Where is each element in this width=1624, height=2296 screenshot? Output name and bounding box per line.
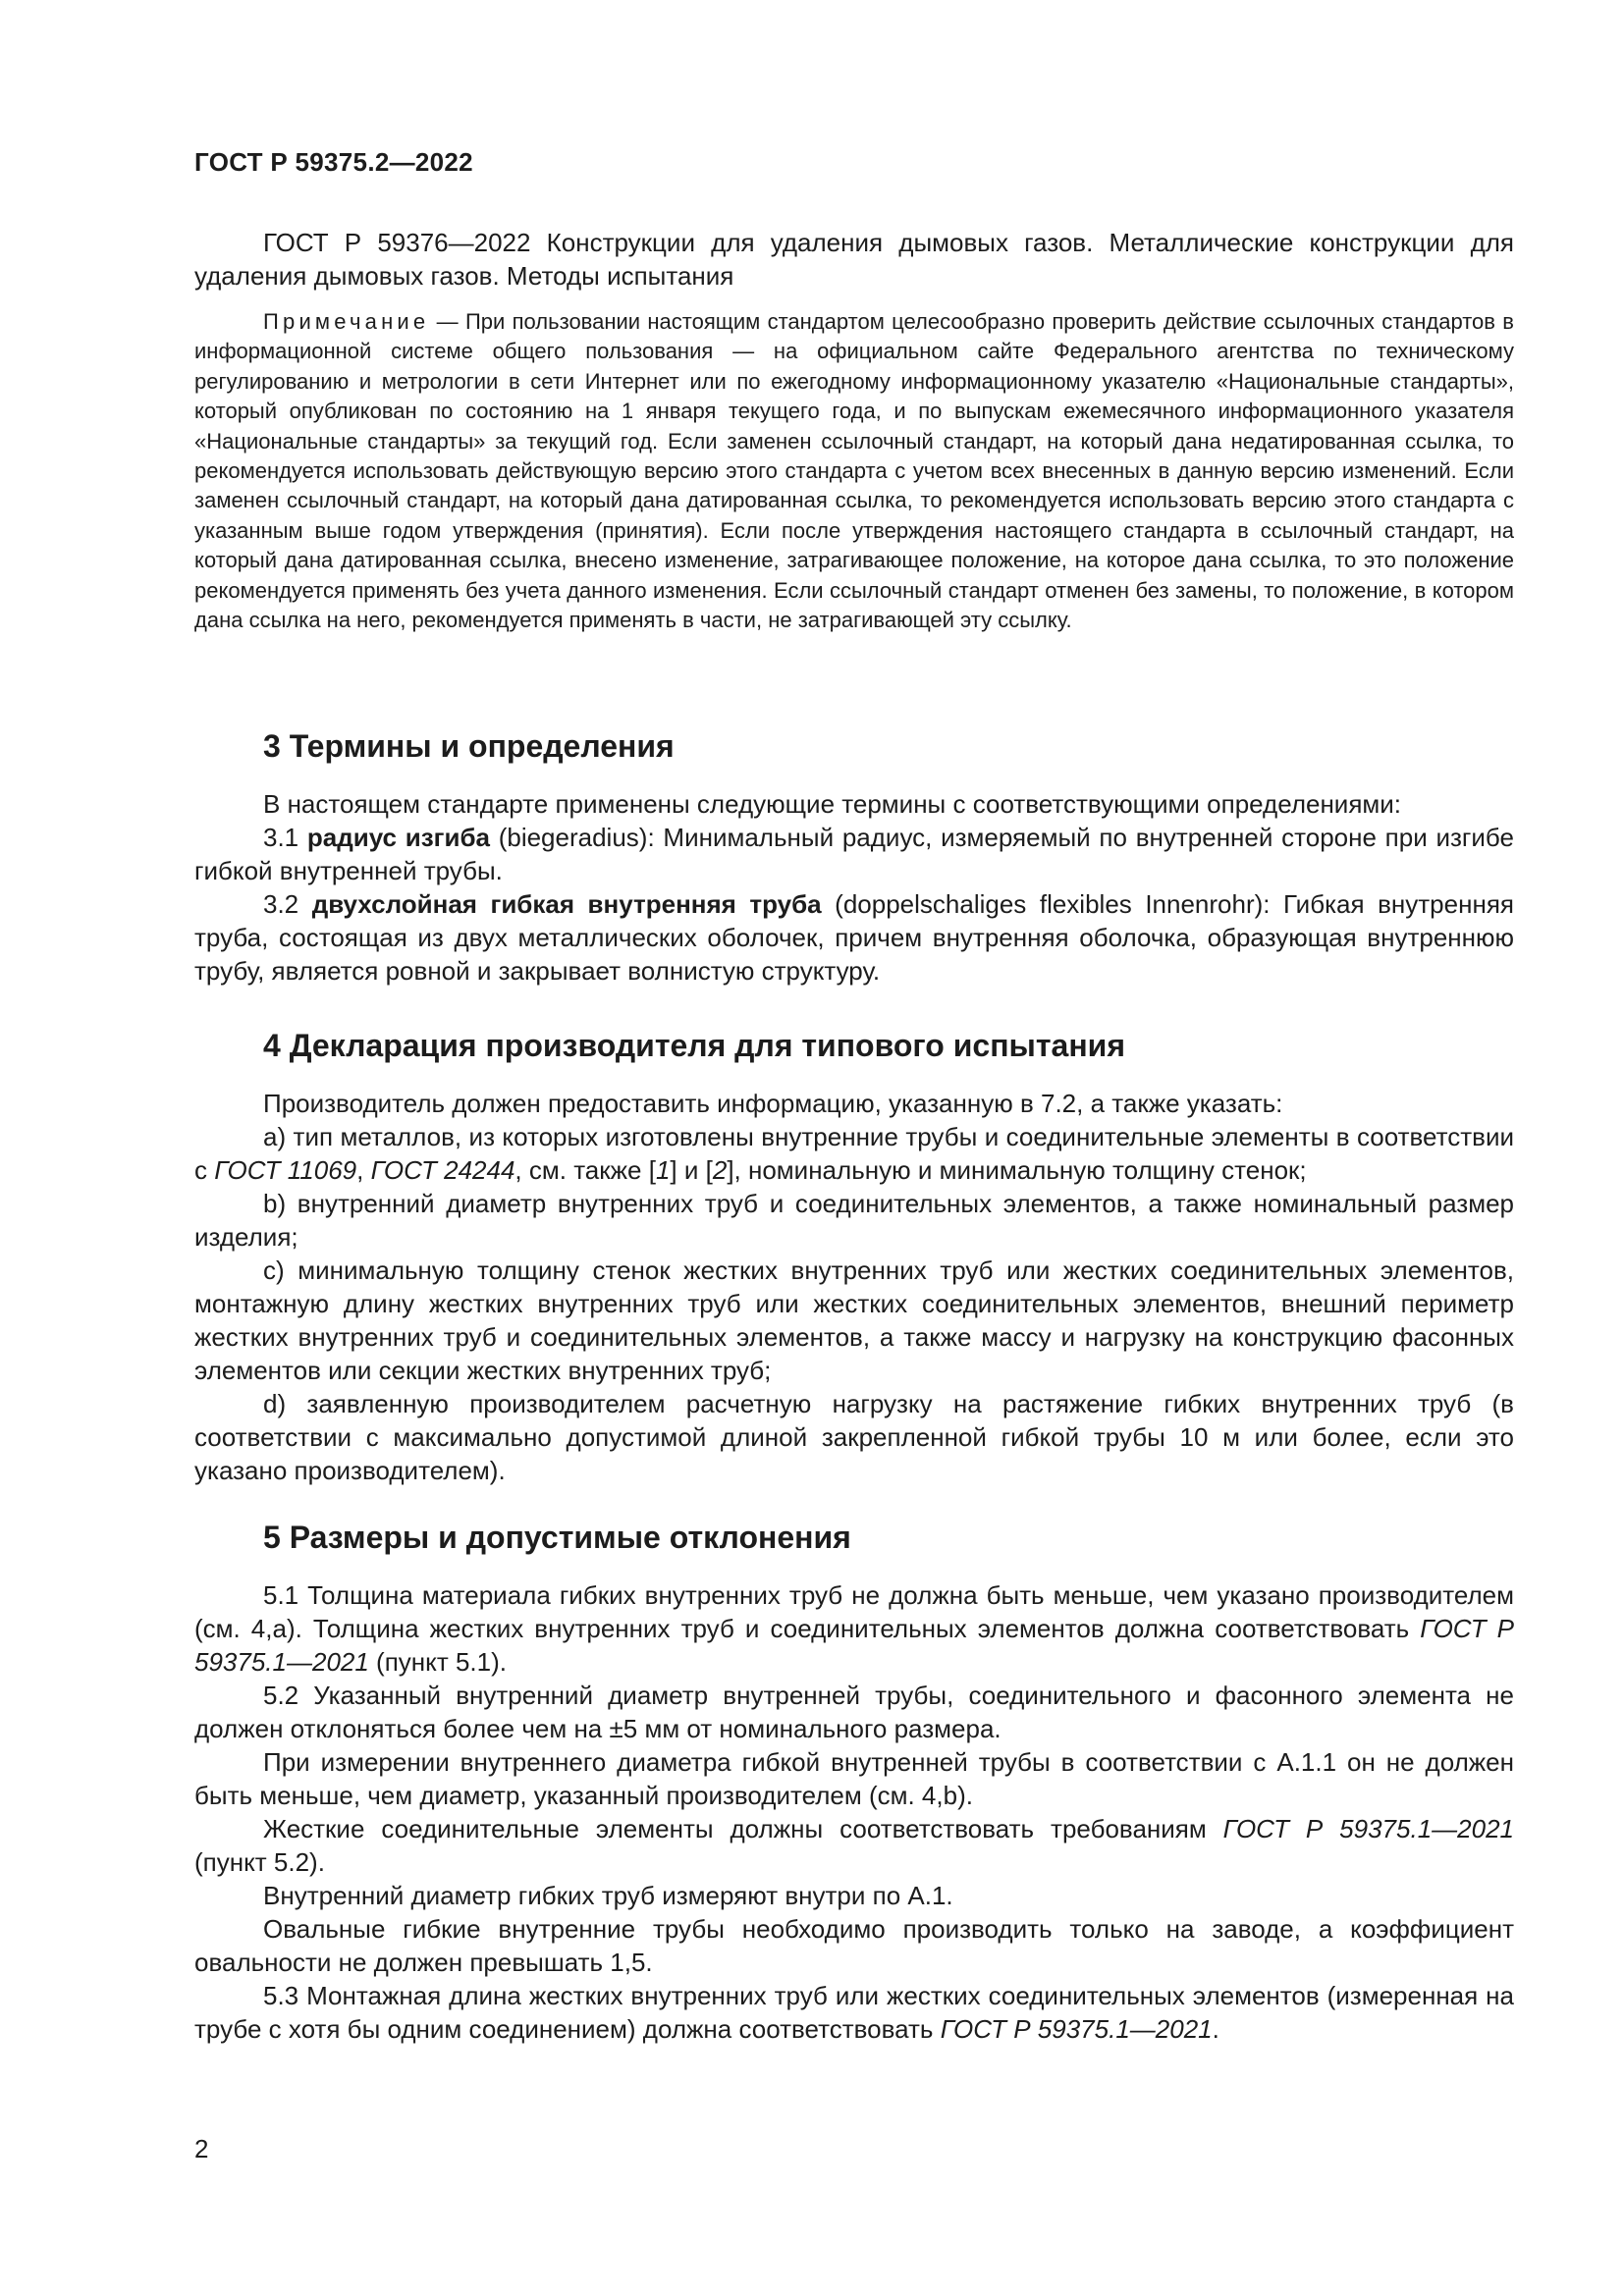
clause-5-2-text: (пункт 5.2). (194, 1847, 325, 1877)
clause-5-1-text: 5.1 Толщина материала гибких внутренних труб не должна быть меньше, чем указано производителем (см. 4,а). Толщина жестких внутренних труб и соединительных элементов должна соответствовать (194, 1580, 1514, 1643)
reference-text: ГОСТ Р 59376—2022 Конструкции для удаления дымовых газов. Металлические конструкции для удаления дымовых газов. Методы испытания (194, 228, 1514, 291)
section-5-body (194, 1578, 1514, 2046)
clause-5-3-text: 5.3 Монтажная длина жестких внутренних труб или жестких соединительных элементов (измеренная на трубе с хотя бы одним соединением) должна соответствовать (194, 1981, 1514, 2044)
list-item-a-text: , см. также [ (514, 1155, 656, 1185)
clause-5-3-text: . (1212, 2014, 1219, 2044)
term-3-1-definition: (biegeradius): Минимальный радиус, измеряемый по внутренней стороне при изгибе гибкой внутренней трубы. (194, 823, 1514, 885)
clause-5-2-paragraph: При измерении внутреннего диаметра гибкой внутренней трубы в соответствии с А.1.1 он не должен быть меньше, чем диаметр, указанный производителем (см. 4,b). (194, 1747, 1514, 1810)
bibliography-ref-2: 2 (712, 1155, 728, 1185)
list-item-d: d) заявленную производителем расчетную нагрузку на растяжение гибких внутренних труб (в соответствии с максимально допустимой длиной закрепленной гибкой трубы 10 м или более, если это указано производителем). (194, 1389, 1514, 1485)
term-3-2-term: двухслойная гибкая внутренняя труба (311, 889, 822, 919)
term-3-1 (194, 821, 1514, 887)
term-3-1-number: 3.1 (263, 823, 307, 852)
list-item-a-text: ] и [ (670, 1155, 713, 1185)
clause-5-3 (194, 1979, 1514, 2046)
bibliography-ref-1: 1 (655, 1155, 671, 1185)
gost-24244-ref: ГОСТ 24244 (370, 1155, 515, 1185)
section-4-body (194, 1087, 1514, 1487)
list-item-c: с) минимальную толщину стенок жестких внутренних труб или жестких соединительных элементов, монтажную длину жестких внутренних труб или жестких соединительных элементов, внешний периметр жестких внутренних труб и соединительных элементов, а также массу и нагрузку на конструкцию фасонных элементов или секции жестких внутренних труб; (194, 1255, 1514, 1385)
clause-5-2-paragraph: Овальные гибкие внутренние трубы необходимо производить только на заводе, а коэффициент овальности не должен превышать 1,5. (194, 1914, 1514, 1977)
reference-entry (194, 226, 1514, 293)
list-item-b: b) внутренний диаметр внутренних труб и соединительных элементов, а также номинальный размер изделия; (194, 1189, 1514, 1252)
section-4-intro: Производитель должен предоставить информацию, указанную в 7.2, а также указать: (263, 1089, 1283, 1118)
gost-59375-1-ref: ГОСТ Р 59375.1—2021 (940, 2014, 1213, 2044)
gost-59375-1-ref: ГОСТ Р 59375.1—2021 (1222, 1814, 1514, 1843)
term-3-2-number: 3.2 (263, 889, 312, 919)
term-3-2-definition: (doppelschaliges flexibles Innenrohr): Гибкая внутренняя труба, состоящая из двух металлических оболочек, причем внутренняя оболочка, образующая внутреннюю трубу, является ровной и закрывает волнистую структуру. (194, 889, 1514, 986)
note-label: Примечание (263, 309, 430, 334)
clause-5-2-paragraph (194, 1812, 1514, 1879)
clause-5-1 (194, 1578, 1514, 1679)
clause-5-2: 5.2 Указанный внутренний диаметр внутренней трубы, соединительного и фасонного элемента не должен отклоняться более чем на ±5 мм от номинального размера. (194, 1681, 1514, 1743)
section-3-intro: В настоящем стандарте применены следующие термины с соответствующими определениями: (263, 789, 1402, 819)
note-paragraph (194, 307, 1514, 635)
gost-59375-1-ref: ГОСТ Р 59375.1—2021 (194, 1614, 1514, 1677)
section-4-title: 4 Декларация производителя для типового испытания (263, 1028, 1125, 1063)
list-item-a (194, 1120, 1514, 1187)
clause-5-2-text: Жесткие соединительные элементы должны соответствовать требованиям (263, 1814, 1223, 1843)
clause-5-2-paragraph: Внутренний диаметр гибких труб измеряют внутри по А.1. (263, 1881, 953, 1910)
note-dash: — (429, 309, 465, 334)
section-3-title: 3 Термины и определения (263, 728, 675, 764)
document-code-header: ГОСТ Р 59375.2—2022 (194, 147, 473, 177)
separator: , (356, 1155, 371, 1185)
list-item-a-text: ], номинальную и минимальную толщину стенок; (727, 1155, 1307, 1185)
section-5-title: 5 Размеры и допустимые отклонения (263, 1520, 851, 1555)
clause-5-1-text: (пункт 5.1). (368, 1647, 507, 1677)
list-item-a-text: а) тип металлов, из которых изготовлены внутренние трубы и соединительные элементы в соответствии с (194, 1122, 1514, 1185)
gost-11069-ref: ГОСТ 11069 (214, 1155, 357, 1185)
note-block (194, 307, 1514, 635)
page-number: 2 (194, 2134, 209, 2163)
section-3-body (194, 787, 1514, 988)
term-3-2 (194, 887, 1514, 988)
term-3-1-term: радиус изгиба (306, 823, 490, 852)
note-text: При пользовании настоящим стандартом целесообразно проверить действие ссылочных стандартов в информационной системе общего пользования — на официальном сайте Федерального агентства по техническому регулированию и метрологии в сети Интернет или по ежегодному информационному указателю «Национальные стандарты», который опубликован по состоянию на 1 января текущего года, и по выпускам ежемесячного информационного указателя «Национальные стандарты» за текущий год. Если заменен ссылочный стандарт, на который дана недатированная ссылка, то рекомендуется использовать действующую версию этого стандарта с учетом всех внесенных в данную версию изменений. Если заменен ссылочный стандарт, на который дана датированная ссылка, то рекомендуется использовать версию этого стандарта с указанным выше годом утверждения (принятия). Если после утверждения настоящего стандарта в ссылочный стандарт, на который дана датированная ссылка, внесено изменение, затрагивающее положение, на которое дана ссылка, то это положение рекомендуется применять без учета данного изменения. Если ссылочный стандарт отменен без замены, то положение, в котором дана ссылка на него, рекомендуется применять в части, не затрагивающей эту ссылку. (194, 309, 1514, 633)
